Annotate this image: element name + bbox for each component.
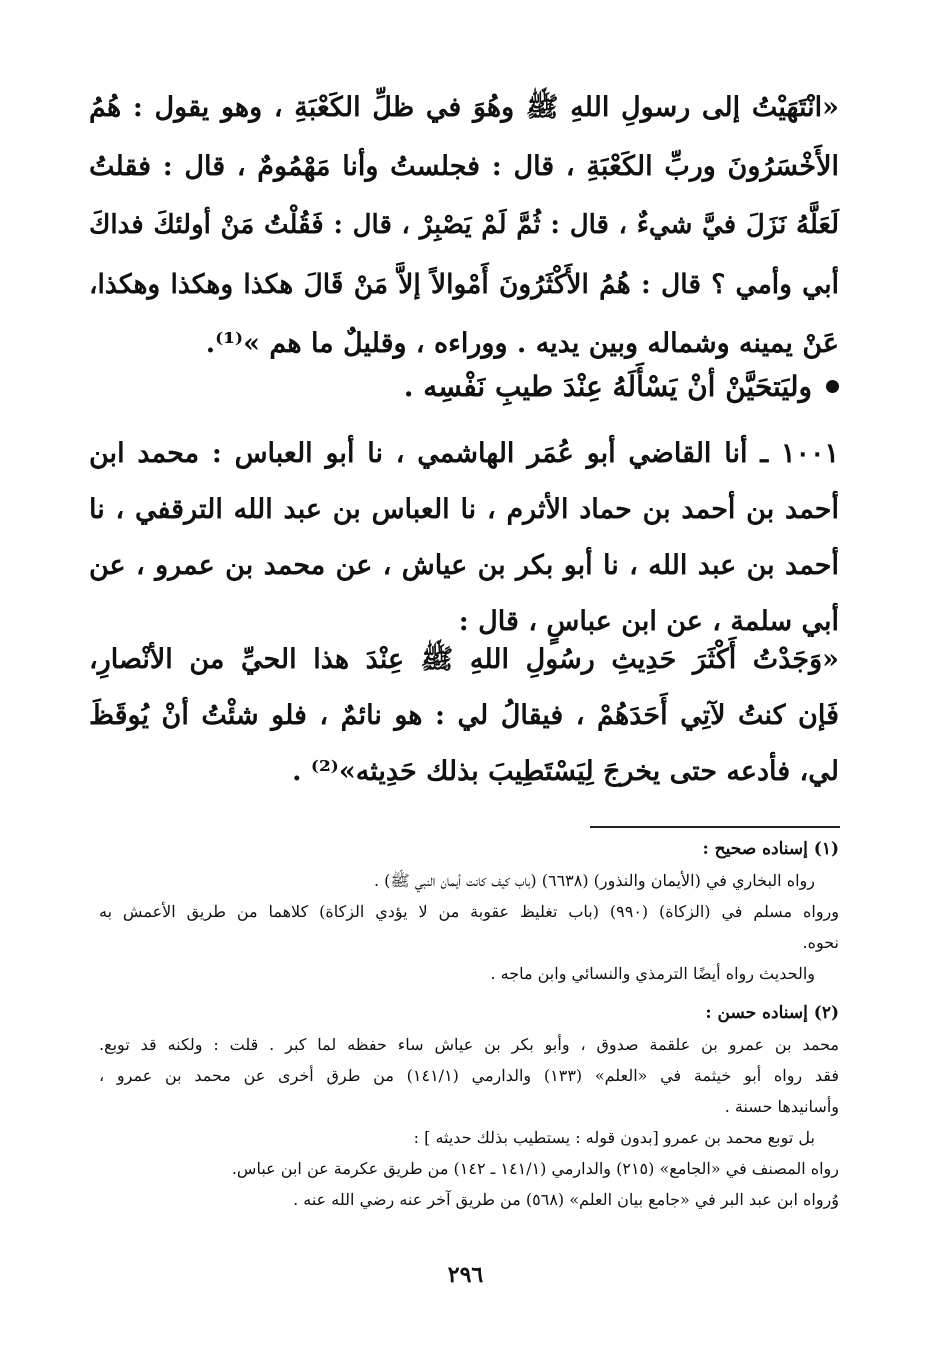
footnote-heading: (١) إسناده صحيح :: [702, 839, 839, 859]
text-line: عَنْ يمينه وشماله وبين يديه . ووراءه ، وقليلٌ ما هم »⁽¹⁾.: [205, 328, 839, 359]
text-line: «وَجَدْتُ أَكْثَرَ حَدِيثِ رسُولِ اللهِ ﷺ عِنْدَ هذا الحيِّ من الأنْصارِ،: [89, 644, 839, 675]
text-line: أحمد بن أحمد بن حماد الأثرم ، نا العباس بن عبد الله الترقفي ، نا: [89, 494, 839, 525]
footnote-heading: (٢) إسناده حسن :: [705, 1003, 839, 1023]
section-heading: [404, 370, 839, 403]
footnote-line: وُرواه ابن عبد البر في «جامع بيان العلم» (٥٦٨) من طريق آخر عنه رضي الله عنه .: [293, 1190, 839, 1209]
footnote-line: محمد بن عمرو بن علقمة صدوق ، وأبو بكر بن عياش ساء حفظه لما كبر . قلت : ولكنه قد توبع.: [99, 1035, 839, 1054]
text-line: أبي سلمة ، عن ابن عباسٍ ، قال :: [458, 606, 839, 637]
text-line: فَإن كنتُ لآتِي أَحَدَهُمْ ، فيقالُ لي : هو نائمٌ ، فلو شئْتُ أنْ يُوقَظَ: [89, 700, 839, 731]
footnote-line: رواه المصنف في «الجامع» (٢١٥) والدارمي (١٤١/١ ـ ١٤٢) من طريق عكرمة عن ابن عباس.: [231, 1159, 839, 1178]
text-line: أبي وأمي ؟ قال : هُمُ الأَكْثَرُونَ أَمْوالاً إلاَّ مَنْ قَالَ هكذا وهكذا وهكذا،: [89, 269, 839, 300]
text-line: لي، فأدعه حتى يخرجَ لِيَسْتَطِيبَ بذلك حَدِيثه»⁽²⁾ .: [292, 756, 839, 787]
footnote-1: [99, 834, 839, 989]
footnote-line: رواه البخاري في (الأيمان والنذور) (٦٦٣٨) (باب كيف كانت أيمان النبي ﷺ) .: [373, 871, 815, 890]
footnote-line: وأسانيدها حسنة .: [724, 1097, 839, 1116]
isnad-paragraph: [89, 426, 839, 650]
section-heading-text: وليَتحَيَّنْ أنْ يَسْأَلَهُ عِنْدَ طيبِ نَفْسِه .: [403, 370, 812, 403]
footnote-line: فقد رواه أبو خيثمة في «العلم» (١٣٣) والدارمي (١٤١/١) من طرق أخرى عن محمد بن عمرو ،: [99, 1066, 840, 1085]
page-number: ٢٩٦: [447, 1262, 484, 1288]
text-line: «انْتَهَيْتُ إلى رسولِ اللهِ ﷺ وهُوَ في ظلِّ الكَعْبَةِ ، وهو يقول : هُمُ: [89, 92, 839, 123]
text-line: ١٠٠١ ـ أنا القاضي أبو عُمَر الهاشمي ، نا أبو العباس : محمد ابن: [89, 438, 839, 469]
text-line: الأَخْسَرُونَ وربِّ الكَعْبَةِ ، قال : فجلستُ وأنا مَهْمُومٌ ، قال : فقلتُ: [89, 151, 839, 182]
footnote-line: ورواه مسلم في (الزكاة) (٩٩٠) (باب تغليظ عقوبة من لا يؤدي الزكاة) كلاهما من طريق الأعمش به: [99, 902, 839, 921]
footnote-line: والحديث رواه أيضًا الترمذي والنسائي وابن ماجه .: [490, 964, 815, 983]
footnote-line: نحوه.: [802, 933, 839, 952]
bullet-icon: [826, 380, 839, 393]
text-line: لَعَلَّهُ نَزَلَ فيَّ شيءٌ ، قال : ثُمَّ لَمْ يَصْبِرْ ، قال : فَقُلْتُ مَنْ أولئكَ فداكَ: [89, 210, 839, 240]
text-line: أحمد بن عبد الله ، نا أبو بكر بن عياش ، عن محمد بن عمرو ، عن: [89, 550, 839, 581]
footnote-line: بل توبع محمد بن عمرو [بدون قوله : يستطيب بذلك حديثه ] :: [413, 1128, 815, 1147]
footnote-divider: [590, 826, 840, 828]
hadith-text-1: [89, 78, 839, 373]
footnote-2: [99, 998, 839, 1215]
hadith-text-2: [89, 632, 839, 800]
